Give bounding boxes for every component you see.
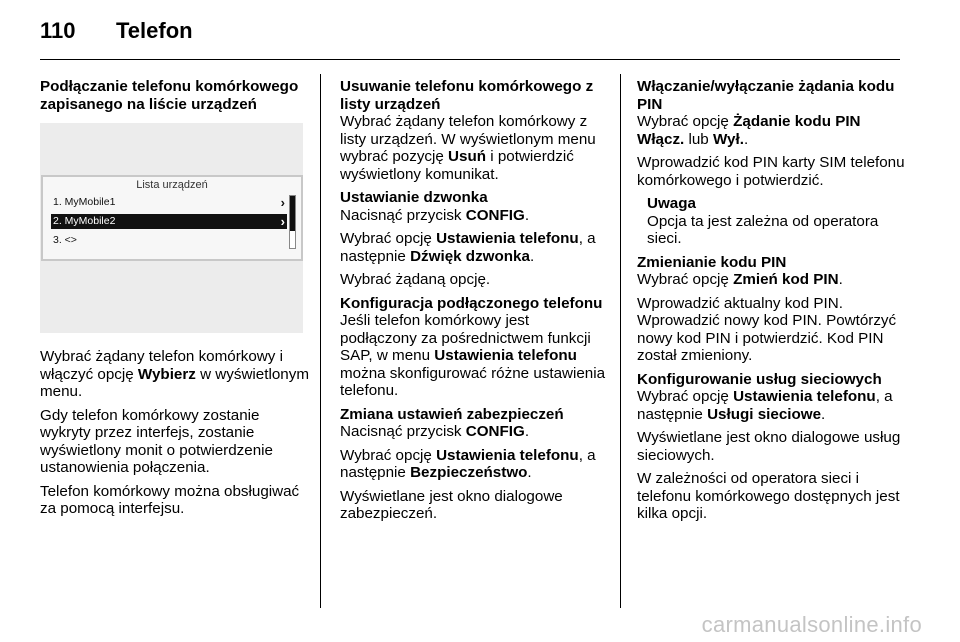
text: i potwierdzić wyświetlony komunikat.	[340, 148, 574, 183]
paragraph: Wprowadzić aktualny kod PIN. Wprowadzić nowy kod PIN. Powtórzyć nowy kod PIN i potwierdzić. Kod PIN został zmieniony.	[637, 294, 897, 364]
paragraph	[637, 388, 905, 423]
display-screen	[41, 175, 303, 261]
paragraph: Wybrać żądaną opcję.	[340, 271, 491, 288]
text: .	[529, 247, 535, 265]
header-rule	[40, 59, 900, 60]
menu-option-text: Bezpieczeństwo	[410, 464, 528, 481]
text: w wyświetlonym menu.	[40, 365, 309, 400]
device-list-item	[51, 195, 287, 210]
menu-option-text: Ustawienia telefonu	[436, 446, 579, 464]
scroll-thumb	[290, 196, 295, 231]
paragraph	[637, 271, 905, 289]
section-heading-change-pin: Zmienianie kodu PIN	[637, 253, 787, 271]
menu-option-text: Dźwięk dzwonka	[410, 247, 530, 265]
section-heading-configure-phone: Konfiguracja podłączonego telefonu	[340, 294, 603, 312]
paragraph	[340, 312, 610, 400]
paragraph: W zależności od operatora sieci i telefonu komórkowego dostępnych jest kilka opcji.	[637, 470, 900, 522]
device-label: 1. MyMobile1	[53, 196, 116, 208]
menu-option-text: Usuń	[448, 148, 487, 165]
text: lub	[684, 130, 713, 148]
column-1	[40, 78, 312, 113]
paragraph	[637, 113, 905, 148]
text: .	[838, 271, 843, 288]
device-label: 3. <>	[53, 234, 77, 246]
text: Nacisnąć przycisk	[340, 206, 466, 224]
column-2	[340, 78, 610, 529]
paragraph	[340, 447, 610, 482]
paragraph	[340, 113, 610, 183]
paragraph	[340, 230, 610, 265]
page-number: 110	[40, 18, 76, 43]
text: Wybrać opcję	[340, 230, 437, 247]
column-3	[637, 78, 905, 529]
screen-title: Lista urządzeń	[136, 179, 208, 191]
text: .	[524, 423, 530, 440]
paragraph: Wprowadzić kod PIN karty SIM telefonu komórkowego i potwierdzić.	[637, 154, 905, 189]
page-header	[0, 0, 960, 62]
note-text: Opcja ta jest zależna od operatora sieci.	[647, 212, 879, 247]
menu-option-text: Żądanie kodu PIN Włącz.	[637, 113, 861, 148]
button-name-text: CONFIG	[465, 423, 525, 440]
section-heading-connect-phone: Podłączanie telefonu komórkowego zapisanego na liście urządzeń	[40, 78, 299, 113]
text: można skonfigurować różne ustawienia telefonu.	[340, 364, 606, 399]
chevron-right-icon: ›	[280, 214, 285, 229]
menu-option-text: Ustawienia telefonu	[733, 388, 876, 405]
text: .	[821, 405, 826, 423]
column-divider-2	[620, 74, 621, 608]
section-heading-security: Zmiana ustawień zabezpieczeń	[340, 405, 564, 423]
section-heading-remove-phone: Usuwanie telefonu komórkowego z listy urządzeń	[340, 78, 594, 113]
menu-option-text: Ustawienia telefonu	[436, 230, 579, 247]
menu-option-text: Zmień kod PIN	[733, 271, 839, 288]
chevron-right-icon: ›	[280, 195, 285, 210]
text: .	[527, 464, 532, 481]
text: , a następnie	[340, 446, 596, 481]
paragraph	[40, 348, 312, 401]
text: , a następnie	[340, 230, 596, 265]
device-list-screenshot	[40, 123, 303, 333]
text: , a następnie	[637, 388, 893, 423]
menu-option-text: Wybierz	[137, 365, 196, 383]
text: Wybrać opcję	[637, 388, 734, 405]
section-heading-network-services: Konfigurowanie usług sieciowych	[637, 370, 882, 388]
paragraph: Wyświetlane jest okno dialogowe usług sieciowych.	[637, 429, 901, 464]
note-box	[637, 195, 905, 248]
text: .	[743, 130, 749, 148]
text: Wybrać opcję	[340, 446, 437, 464]
column-divider-1	[320, 74, 321, 608]
chapter-title: Telefon	[116, 18, 193, 43]
menu-option-text: Wył.	[712, 130, 744, 148]
text: .	[524, 206, 530, 224]
menu-option-text: Usługi sieciowe	[707, 405, 822, 423]
note-heading: Uwaga	[647, 195, 696, 212]
scrollbar	[289, 195, 296, 249]
section-heading-pin-request: Włączanie/wyłączanie żądania kodu PIN	[637, 78, 895, 113]
paragraph: Gdy telefon komórkowy zostanie wykryty przez interfejs, zostanie wyświetlony monit o potwierdzenie ustanowienia połączenia.	[40, 406, 273, 476]
column-1-body	[40, 348, 312, 524]
paragraph: Wyświetlane jest okno dialogowe zabezpieczeń.	[340, 487, 563, 522]
watermark: carmanualsonline.info	[701, 612, 922, 637]
paragraph	[340, 207, 610, 225]
device-list-item-selected	[51, 214, 287, 229]
paragraph	[340, 423, 610, 441]
device-label: 2. MyMobile2	[53, 215, 116, 227]
text: Wybrać żądany telefon komórkowy z listy urządzeń. W wyświetlonym menu wybrać pozycję	[340, 113, 596, 165]
text: Wybrać opcję	[637, 271, 734, 288]
button-name-text: CONFIG	[465, 206, 525, 224]
text: Nacisnąć przycisk	[340, 423, 466, 440]
menu-option-text: Ustawienia telefonu	[434, 347, 577, 364]
text: Jeśli telefon komórkowy jest podłączony za pośrednictwem funkcji SAP, w menu	[340, 312, 591, 364]
device-list-item	[51, 233, 287, 248]
text: Wybrać opcję	[637, 113, 734, 130]
text: Wybrać żądany telefon komórkowy i włączyć opcję	[40, 348, 283, 383]
paragraph: Telefon komórkowy można obsługiwać za pomocą interfejsu.	[40, 482, 300, 517]
section-heading-ringtone: Ustawianie dzwonka	[340, 189, 488, 206]
